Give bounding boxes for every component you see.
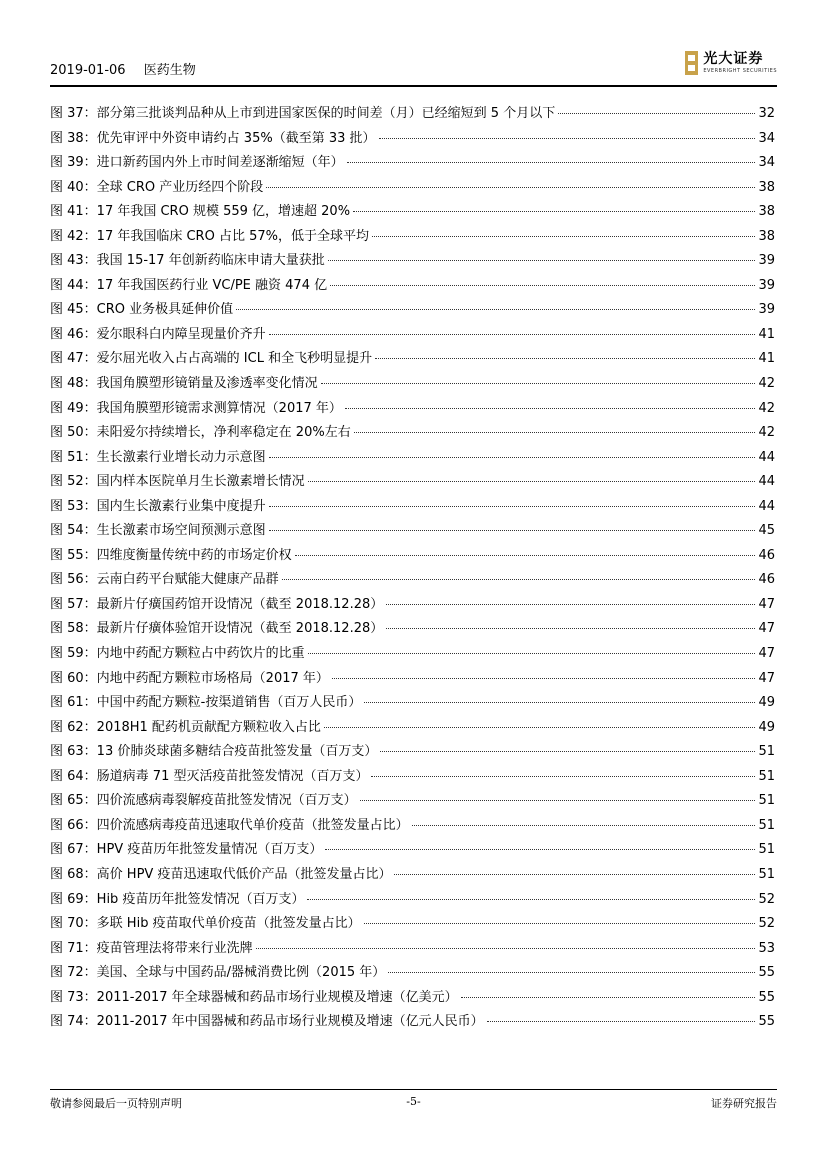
toc-entry-label: 图 37：部分第三批谈判品种从上市到进国家医保的时间差（月）已经缩短到 5 个月以下 <box>50 106 556 121</box>
toc-entry-page: 42 <box>758 376 775 392</box>
footer-divider <box>50 1089 777 1090</box>
toc-entry-label: 图 50：耒阳爱尔持续增长，净利率稳定在 20%左右 <box>50 425 351 441</box>
toc-entry-label: 图 42：17 年我国临床 CRO 占比 57%，低于全球平均 <box>50 228 369 244</box>
toc-entry-page: 39 <box>758 277 775 293</box>
toc-entry-label: 图 61：中国中药配方颗粒-按渠道销售（百万人民币） <box>50 695 362 711</box>
toc-entry[interactable] <box>50 421 775 446</box>
toc-entry-label: 图 66：四价流感病毒疫苗迅速取代单价疫苗（批签发量占比） <box>50 817 409 833</box>
toc-entry[interactable] <box>50 323 775 348</box>
toc-entry-page: 41 <box>758 351 775 367</box>
toc-entry-label: 图 49：我国角膜塑形镜需求测算情况（2017 年） <box>50 400 342 416</box>
toc-entry[interactable] <box>50 617 775 642</box>
toc-entry[interactable] <box>50 838 775 863</box>
report-sector: 医药生物 <box>143 63 196 78</box>
toc-entry-page: 51 <box>758 768 775 784</box>
toc-entry-page: 53 <box>758 940 775 956</box>
toc-leader-dots <box>347 162 756 163</box>
company-logo <box>685 48 777 78</box>
toc-entry-label: 图 51：生长激素行业增长动力示意图 <box>50 449 266 465</box>
toc-entry-page: 51 <box>758 817 775 833</box>
toc-entry-label: 图 55：四维度衡量传统中药的市场定价权 <box>50 547 292 563</box>
toc-leader-dots <box>269 334 756 335</box>
toc-leader-dots <box>386 628 755 629</box>
toc-entry-page: 44 <box>758 498 775 514</box>
toc-leader-dots <box>412 825 756 826</box>
toc-leader-dots <box>236 309 755 310</box>
toc-entry-page: 38 <box>758 228 775 244</box>
toc-entry-label: 图 47：爱尔屈光收入占占高端的 ICL 和全飞秒明显提升 <box>50 351 373 367</box>
toc-entry-label: 图 71：疫苗管理法将带来行业洗牌 <box>50 940 253 956</box>
toc-leader-dots <box>558 113 755 114</box>
toc-entry[interactable] <box>50 789 775 814</box>
toc-leader-dots <box>307 899 755 900</box>
toc-entry[interactable] <box>50 765 775 790</box>
toc-leader-dots <box>364 702 755 703</box>
toc-entry[interactable] <box>50 347 775 372</box>
header-meta <box>50 59 210 78</box>
toc-entry-label: 图 59：内地中药配方颗粒占中药饮片的比重 <box>50 646 305 662</box>
toc-entry-page: 38 <box>758 179 775 195</box>
toc-entry-label: 图 62：2018H1 配药机贡献配方颗粒收入占比 <box>50 719 321 735</box>
toc-entry-page: 51 <box>758 866 775 882</box>
toc-entry-label: 图 46：爱尔眼科白内障呈现量价齐升 <box>50 326 266 342</box>
toc-leader-dots <box>487 1021 756 1022</box>
toc-entry-label: 图 72：美国、全球与中国药品/器械消费比例（2015 年） <box>50 965 386 981</box>
toc-entry-page: 41 <box>758 326 775 342</box>
toc-entry[interactable] <box>50 740 775 765</box>
logo-text <box>703 51 777 75</box>
toc-leader-dots <box>325 849 755 850</box>
toc-entry-page: 38 <box>758 204 775 220</box>
toc-leader-dots <box>386 604 755 605</box>
toc-entry-label: 图 73：2011-2017 年全球器械和药品市场行业规模及增速（亿美元） <box>50 989 458 1005</box>
toc-entry[interactable] <box>50 716 775 741</box>
toc-leader-dots <box>353 211 755 212</box>
toc-leader-dots <box>394 874 755 875</box>
report-date: 2019-01-06 <box>50 63 126 78</box>
report-type: 证券研究报告 <box>711 1097 777 1110</box>
toc-entry-label: 图 45：CRO 业务极具延伸价值 <box>50 302 234 318</box>
toc-entry[interactable] <box>50 274 775 299</box>
toc-entry[interactable] <box>50 470 775 495</box>
toc-entry-page: 47 <box>758 596 775 612</box>
toc-entry-page: 55 <box>758 965 775 981</box>
toc-entry[interactable] <box>50 961 775 986</box>
toc-entry-label: 图 63：13 价肺炎球菌多糖结合疫苗批签发量（百万支） <box>50 744 378 760</box>
toc-entry-page: 51 <box>758 793 775 809</box>
toc-entry[interactable] <box>50 912 775 937</box>
toc-entry-page: 51 <box>758 842 775 858</box>
toc-entry[interactable] <box>50 642 775 667</box>
logo-name-cn: 光大证券 <box>703 51 764 67</box>
toc-entry[interactable] <box>50 249 775 274</box>
toc-entry-page: 44 <box>758 474 775 490</box>
toc-leader-dots <box>388 972 755 973</box>
page-number: -5- <box>406 1095 421 1108</box>
logo-mark-icon <box>685 51 698 75</box>
toc-entry[interactable] <box>50 225 775 250</box>
toc-entry-page: 52 <box>758 891 775 907</box>
toc-leader-dots <box>308 481 756 482</box>
toc-leader-dots <box>360 800 756 801</box>
toc-leader-dots <box>371 776 755 777</box>
toc-entry-page: 46 <box>758 572 775 588</box>
toc-entry-label: 图 60：内地中药配方颗粒市场格局（2017 年） <box>50 670 329 686</box>
toc-entry[interactable] <box>50 593 775 618</box>
toc-entry[interactable] <box>50 888 775 913</box>
toc-entry-label: 图 67：HPV 疫苗历年批签发量情况（百万支） <box>50 842 323 858</box>
toc-entry-label: 图 39：进口新药国内外上市时间差逐渐缩短（年） <box>50 155 344 171</box>
toc-entry[interactable] <box>50 446 775 471</box>
toc-entry-page: 34 <box>758 155 775 171</box>
toc-leader-dots <box>375 358 755 359</box>
toc-leader-dots <box>282 579 756 580</box>
toc-entry-label: 图 70：多联 Hib 疫苗取代单价疫苗（批签发量占比） <box>50 916 361 932</box>
toc-leader-dots <box>269 530 756 531</box>
toc-entry-label: 图 64：肠道病毒 71 型灭活疫苗批签发情况（百万支） <box>50 768 369 784</box>
toc-entry-label: 图 54：生长激素市场空间预测示意图 <box>50 523 266 539</box>
toc-entry-page: 55 <box>758 1014 775 1030</box>
toc-entry-label: 图 44：17 年我国医药行业 VC/PE 融资 474 亿 <box>50 277 328 293</box>
toc-entry[interactable] <box>50 667 775 692</box>
toc-entry[interactable] <box>50 176 775 201</box>
figure-list <box>50 102 775 1035</box>
toc-entry-page: 51 <box>758 744 775 760</box>
toc-entry-label: 图 38：优先审评中外资申请约占 35%（截至第 33 批） <box>50 130 376 146</box>
toc-entry-page: 34 <box>758 130 775 146</box>
toc-entry-page: 49 <box>758 695 775 711</box>
toc-entry-label: 图 74：2011-2017 年中国器械和药品市场行业规模及增速（亿元人民币） <box>50 1014 484 1030</box>
toc-entry-page: 55 <box>758 989 775 1005</box>
disclaimer-note: 敬请参阅最后一页特别声明 <box>50 1097 182 1110</box>
toc-entry[interactable] <box>50 200 775 225</box>
toc-entry[interactable] <box>50 397 775 422</box>
toc-entry-label: 图 56：云南白药平台赋能大健康产品群 <box>50 572 279 588</box>
toc-leader-dots <box>256 948 756 949</box>
toc-leader-dots <box>324 727 756 728</box>
toc-leader-dots <box>364 923 756 924</box>
toc-entry[interactable] <box>50 544 775 569</box>
toc-entry-label: 图 57：最新片仔癀国药馆开设情况（截至 2018.12.28） <box>50 596 384 612</box>
toc-entry-page: 39 <box>758 302 775 318</box>
toc-entry[interactable] <box>50 127 775 152</box>
page-header <box>50 46 777 84</box>
toc-entry-page: 49 <box>758 719 775 735</box>
toc-entry-label: 图 65：四价流感病毒裂解疫苗批签发情况（百万支） <box>50 793 357 809</box>
toc-entry-label: 图 43：我国 15-17 年创新药临床申请大量获批 <box>50 253 325 269</box>
toc-entry-page: 45 <box>758 523 775 539</box>
toc-entry-page: 44 <box>758 449 775 465</box>
toc-entry[interactable] <box>50 298 775 323</box>
toc-entry-label: 图 52：国内样本医院单月生长激素增长情况 <box>50 474 305 490</box>
page-footer <box>50 1095 777 1113</box>
toc-leader-dots <box>321 383 756 384</box>
toc-entry[interactable] <box>50 986 775 1011</box>
toc-entry[interactable] <box>50 863 775 888</box>
toc-leader-dots <box>269 457 756 458</box>
toc-leader-dots <box>380 751 755 752</box>
toc-entry-page: 47 <box>758 621 775 637</box>
toc-entry-label: 图 41：17 年我国 CRO 规模 559 亿，增速超 20% <box>50 204 351 220</box>
toc-entry[interactable] <box>50 1010 775 1035</box>
toc-leader-dots <box>372 236 755 237</box>
toc-leader-dots <box>354 432 756 433</box>
toc-entry-label: 图 48：我国角膜塑形镜销量及渗透率变化情况 <box>50 376 318 392</box>
toc-entry-page: 52 <box>758 916 775 932</box>
toc-leader-dots <box>328 260 756 261</box>
toc-leader-dots <box>269 506 756 507</box>
toc-leader-dots <box>266 187 755 188</box>
toc-entry[interactable] <box>50 102 775 127</box>
toc-entry[interactable] <box>50 151 775 176</box>
toc-leader-dots <box>330 285 755 286</box>
toc-entry-page: 39 <box>758 253 775 269</box>
toc-entry-label: 图 40：全球 CRO 产业历经四个阶段 <box>50 179 264 195</box>
toc-entry[interactable] <box>50 568 775 593</box>
toc-leader-dots <box>308 653 756 654</box>
toc-leader-dots <box>345 408 756 409</box>
toc-entry-page: 42 <box>758 425 775 441</box>
toc-leader-dots <box>379 138 756 139</box>
toc-entry-page: 42 <box>758 400 775 416</box>
toc-entry-page: 47 <box>758 646 775 662</box>
toc-entry[interactable] <box>50 495 775 520</box>
toc-entry[interactable] <box>50 372 775 397</box>
toc-entry[interactable] <box>50 814 775 839</box>
toc-entry-label: 图 69：Hib 疫苗历年批签发情况（百万支） <box>50 891 305 907</box>
toc-entry[interactable] <box>50 937 775 962</box>
toc-entry-page: 32 <box>758 106 775 121</box>
header-divider <box>50 85 777 87</box>
logo-name-en: EVERBRIGHT SECURITIES <box>703 68 777 74</box>
toc-entry-page: 47 <box>758 670 775 686</box>
toc-leader-dots <box>295 555 756 556</box>
toc-leader-dots <box>461 997 756 998</box>
toc-entry-label: 图 58：最新片仔癀体验馆开设情况（截至 2018.12.28） <box>50 621 384 637</box>
toc-leader-dots <box>332 678 756 679</box>
toc-entry-label: 图 53：国内生长激素行业集中度提升 <box>50 498 266 514</box>
toc-entry[interactable] <box>50 691 775 716</box>
toc-entry[interactable] <box>50 519 775 544</box>
toc-entry-page: 46 <box>758 547 775 563</box>
toc-entry-label: 图 68：高价 HPV 疫苗迅速取代低价产品（批签发量占比） <box>50 866 392 882</box>
